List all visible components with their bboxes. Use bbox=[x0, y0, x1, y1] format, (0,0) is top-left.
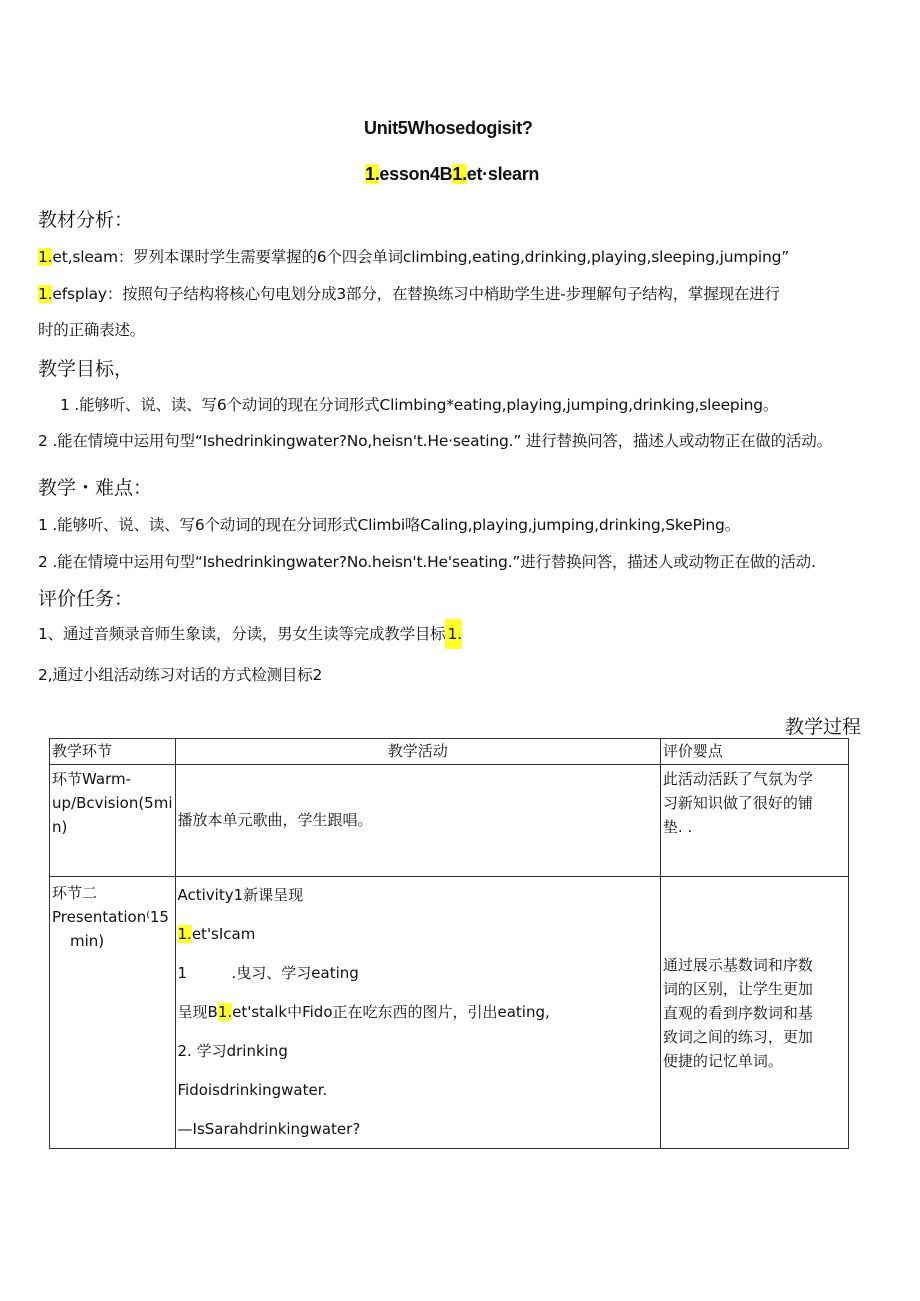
row1-stage-line: n) bbox=[52, 818, 68, 836]
goals-heading: 教学目标， bbox=[38, 358, 134, 380]
unit-title: Unit5Whosedogisit? bbox=[364, 118, 533, 138]
row2-eval-line: 通过展示基数词和序数 bbox=[662, 955, 813, 974]
row1-activity bbox=[175, 765, 660, 877]
row2-stage-line: 环节二 bbox=[52, 884, 98, 902]
header-activity: 教学活动 bbox=[175, 739, 660, 765]
row2-eval-line: 直观的看到序数词和基 bbox=[662, 1003, 813, 1022]
analysis-text-2: efsplay：按照句子结构将核心句电划分成3部分，在替换练习中梢助学生进-步理解句子结构，掌握现在进行 bbox=[52, 285, 780, 303]
table-row bbox=[50, 877, 849, 1149]
process-table bbox=[49, 738, 849, 1149]
row2-evaluation bbox=[660, 877, 848, 1149]
activity-marker: 1. bbox=[177, 925, 192, 943]
activity-sentence-1: Fidoisdrinkingwater. bbox=[177, 1081, 328, 1099]
row1-stage bbox=[50, 765, 176, 877]
activity-step-number: 1 bbox=[177, 964, 188, 982]
analysis-line-2 bbox=[38, 282, 780, 304]
row2-eval-line: 便捷的记忆单词。 bbox=[662, 1051, 783, 1070]
activity-heading: Activity1新课呈现 bbox=[177, 886, 304, 904]
analysis-marker-1: 1. bbox=[38, 248, 53, 266]
header-stage: 教学环节 bbox=[50, 739, 176, 765]
row2-stage-line: min) bbox=[70, 932, 105, 950]
row1-stage-line: 环节Warm- bbox=[52, 770, 131, 788]
header-evaluation: 评价婴点 bbox=[660, 739, 848, 765]
analysis-marker-2: 1. bbox=[38, 285, 53, 303]
difficulties-item-2: 2 .能在情境中运用句型“Ishedrinkingwater?No.heisn't.He'seating.”进行替换问答，描述人或动物正在做的活动. bbox=[38, 553, 816, 571]
activity-present-a: 呈现B bbox=[177, 1003, 218, 1021]
difficulties-item-1: 1 .能够听、说、读、写6个动词的现在分词形式Climbi咯Caling,playing,jumping,drinking,SkePing。 bbox=[38, 516, 740, 534]
evaluation-heading: 评价任务： bbox=[38, 588, 134, 610]
analysis-line-3: 时的正确表述。 bbox=[38, 321, 146, 339]
row2-stage-line: Presentation⁽15 bbox=[52, 908, 169, 926]
goals-item-2: 2 .能在情境中运用句型“Ishedrinkingwater?No,heisn't.He·seating.” 进行替换问答，描述人或动物正在做的活动。 bbox=[38, 432, 832, 450]
table-header-row bbox=[50, 739, 849, 765]
row1-activity-text: 播放本单元歌曲，学生跟唱。 bbox=[177, 810, 373, 829]
lesson-marker: 1. bbox=[365, 164, 380, 184]
evaluation-item-1 bbox=[38, 622, 462, 644]
row1-eval-line: 垫. . bbox=[662, 818, 693, 836]
table-row bbox=[50, 765, 849, 877]
lesson-title bbox=[365, 164, 539, 185]
activity-present-marker: 1. bbox=[217, 1003, 233, 1021]
lesson-marker-2: 1. bbox=[452, 164, 467, 184]
activity-step-1 bbox=[178, 961, 658, 985]
activity-present-b: et'stalk中Fido正在吃东西的图片，引出eating, bbox=[232, 1003, 550, 1021]
row2-stage bbox=[50, 877, 176, 1149]
activity-lets-learn-text: et'sIcam bbox=[191, 925, 256, 943]
row2-eval-line: 词的区别，让学生更加 bbox=[662, 979, 813, 998]
activity-lets-learn bbox=[178, 922, 658, 946]
row1-eval-line: 此活动活跃了气氛为学 bbox=[662, 770, 813, 788]
evaluation-marker: 1. bbox=[445, 619, 461, 649]
analysis-heading: 教材分析： bbox=[38, 209, 134, 231]
lesson-rest: et·slearn bbox=[466, 164, 540, 184]
row2-activity bbox=[175, 877, 660, 1149]
goals-item-1: 1 .能够听、说、读、写6个动词的现在分词形式Climbing*eating,playing,jumping,drinking,sleeping。 bbox=[60, 396, 779, 414]
activity-present bbox=[178, 1000, 658, 1024]
row1-evaluation bbox=[660, 765, 848, 877]
row2-eval-line: 致词之间的练习，更加 bbox=[662, 1027, 813, 1046]
activity-step-text: .曳习、学习eating bbox=[231, 964, 359, 982]
process-heading: 教学过程 bbox=[785, 716, 862, 738]
evaluation-item-2: 2,通过小组活动练习对话的方式检测目标2 bbox=[38, 666, 323, 684]
activity-sentence-2: —IsSarahdrinkingwater? bbox=[177, 1120, 361, 1138]
analysis-text-1: et,sleam：罗列本课时学生需要掌握的6个四会单词climbing,eating,drinking,playing,sleeping,jumping” bbox=[52, 248, 790, 266]
evaluation-text-1: 1、通过音频录音师生象读，分读，男女生读等完成教学目标 bbox=[38, 625, 446, 643]
row1-eval-line: 习新知识做了很好的铺 bbox=[662, 794, 813, 812]
row1-stage-line: up/Bcvision(5mi bbox=[52, 794, 173, 812]
difficulties-heading: 教学・难点： bbox=[38, 477, 153, 499]
lesson-mid: esson4B bbox=[379, 164, 453, 184]
activity-step-2: 2. 学习drinking bbox=[177, 1042, 288, 1060]
analysis-line-1 bbox=[38, 245, 789, 267]
